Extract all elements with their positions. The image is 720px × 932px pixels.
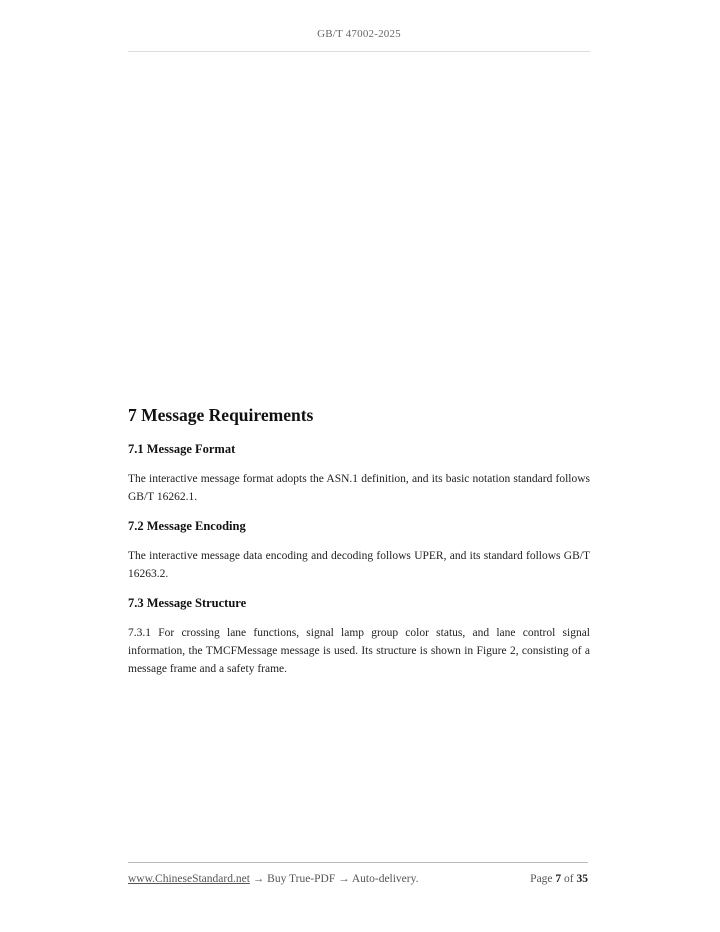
footer-divider — [128, 862, 588, 863]
page-label: Page — [530, 873, 553, 885]
subsection-heading-7-1: 7.1 Message Format — [128, 442, 236, 456]
subsection-heading-7-3: 7.3 Message Structure — [128, 596, 247, 610]
header-divider — [128, 51, 590, 52]
arrow-right-icon: → — [338, 873, 350, 885]
arrow-right-icon: → — [252, 873, 265, 885]
paragraph-7-1: The interactive message format adopts the ASN.1 definition, and its basic notation standard follows GB/T 16262.1. — [128, 473, 590, 503]
website-link[interactable]: www.ChineseStandard.net — [128, 873, 250, 885]
section-heading: 7 Message Requirements — [128, 405, 314, 425]
page-header: GB/T 47002-2025 — [317, 28, 401, 40]
buy-pdf-text: Buy True-PDF — [267, 873, 336, 885]
auto-delivery-text: Auto-delivery. — [351, 873, 419, 885]
paragraph-7-2: The interactive message data encoding and decoding follows UPER, and its standard follows GB/T 16263.2. — [128, 550, 590, 580]
page-of-label: of — [564, 873, 574, 885]
page-current: 7 — [555, 873, 562, 885]
page-number — [530, 873, 588, 885]
subsection-heading-7-2: 7.2 Message Encoding — [128, 519, 246, 533]
page-content — [128, 405, 590, 691]
paragraph-7-3-1: 7.3.1 For crossing lane functions, signal lamp group color status, and lane control signal information, the TMCFMessage message is used. Its structure is shown in Figure 2, consisting of a message frame and a safety frame. — [128, 627, 590, 675]
footer-promo — [128, 873, 419, 885]
page-total: 35 — [576, 873, 588, 885]
